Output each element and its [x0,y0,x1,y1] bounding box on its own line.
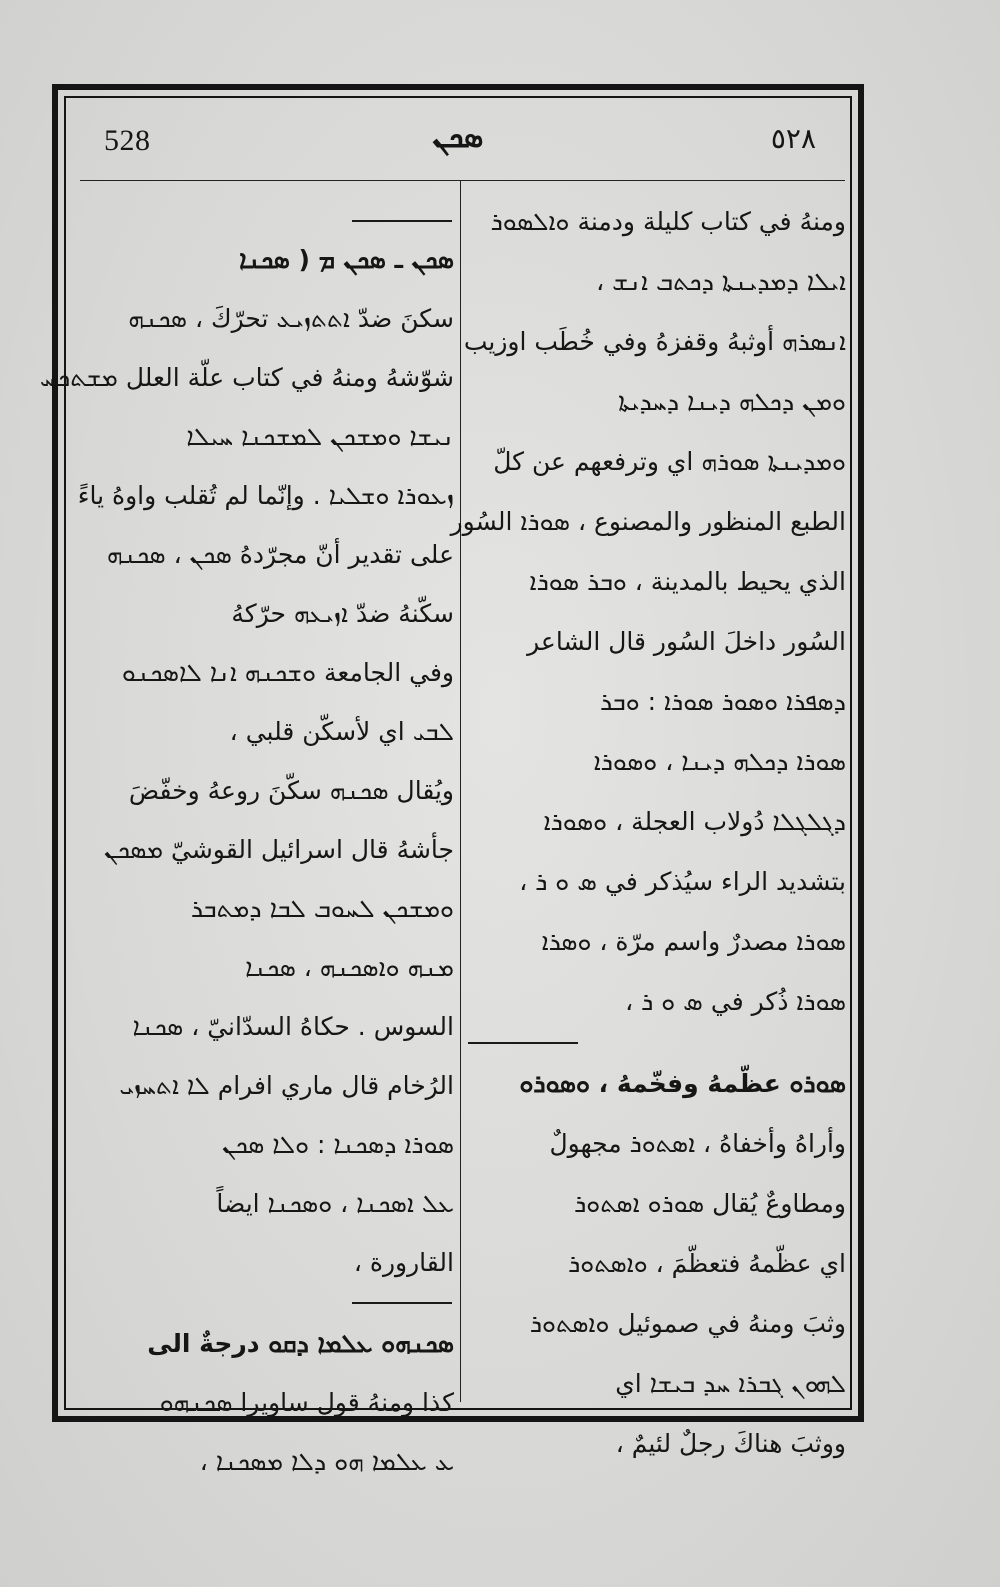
text-line: السُور داخلَ السُور قال الشاعر [527,627,846,656]
entry-headline: ܣܟܢܗܘ ܥܠܡܐ ܕܩܘ درجةٌ الى [147,1329,454,1358]
text-line: ܕܣܦܪܐ ܘܣܘܪ ܣܘܪܐ : ܘܒܪ [599,687,846,716]
entry-headline: ܣܟܢ ـ ܣܟܢ ܡ ( ܣܟܢܐ [239,245,454,274]
text-line: ووثبَ هناكَ رجلٌ لئيمٌ ، [615,1429,846,1458]
header-rule [80,180,845,181]
text-line: سكنَ ضدّ ܐܬܬܙܝܥ تحرّكَ ، ܣܟܢܗ [128,304,454,333]
page-header [66,118,850,178]
text-line: ܣܘܪܐ ܕܟܠܗ ܕܝܢܐ ، ܘܣܘܪܐ [593,747,846,776]
text-line: ܘܡܕܝܢܬܐ ܣܘܪܗ اي وترفعهم عن كلّ [493,447,846,476]
text-line: الطبع المنظور والمصنوع ، ܣܘܪܐ السُور [450,507,846,536]
right-column [450,192,846,1474]
text-line: ܣܘܪܐ مصدرٌ واسم مرّة ، ܘܣܪܐ [541,927,846,956]
text-line: ܘܡܫܟܢ ܠܚܘܒ ܠܒܐ ܕܡܬܒܪ [190,894,454,923]
text-line: ܥܠ ܐܣܟܢܐ ، ܘܣܟܢܐ ايضاً [216,1189,454,1218]
left-column [39,228,454,1491]
text-line: ܢܝܫܐ ܘܡܫܟܢ ܠܡܫܟܢܐ ܚܝܠܐ [186,422,454,451]
text-line: ومنهُ في كتاب كليلة ودمنة ܘܐܠܣܘܪ [490,207,846,236]
text-line: ܕܓܠܓܠܐ دُولاب العجلة ، ܘܣܘܪܐ [543,807,846,836]
text-line: ܡܢܗ ܘܐܣܟܢܗ ، ܣܟܢܐ [245,953,454,982]
text-line: اي عظّمهُ فتعظّمَ ، ܘܐܣܬܘܪ [568,1249,846,1278]
running-head: ܣܟܢ [432,120,484,155]
text-line: القارورة ، [353,1248,454,1277]
text-line: ܠܗܘܢ ܓܒܪܐ ܚܕ ܒܝܫܐ اي [615,1369,846,1398]
text-line: ܙܥܘܪܐ ܘܫܠܝܐ . وإنّما لم تُقلب واوهُ ياءً [77,481,454,510]
text-line: سكّنهُ ضدّ ܐܙܝܥܗ حرّكهُ [231,599,454,628]
text-line: وأراهُ وأخفاهُ ، ܐܣܬܘܪ مجهولٌ [549,1129,846,1158]
column-divider [460,180,461,1402]
text-line: ܣܘܪܐ ܕܣܟܢܐ : ܘܠܐ ܣܟܢ [222,1130,454,1159]
text-line: ܣܘܪܐ ذُكر في ܣ ܘ ܪ ، [625,987,846,1016]
text-line: وثبَ ومنهُ في صموئيل ܘܐܣܬܘܪ [529,1309,846,1338]
text-line: ومطاوعٌ يُقال ܣܘܪܘ ܐܣܬܘܪ [574,1189,846,1218]
page-number-arabic: ٥٢٨ [770,122,816,155]
text-line: ويُقال ܣܟܢܗ سكّنَ روعهُ وخفّضَ [128,776,454,805]
section-separator [352,1302,452,1304]
page-number-latin: 528 [104,124,151,157]
text-line: ܠܒܝ اي لأسكّن قلبي ، [229,717,454,746]
text-line: ܐܝܠܐ ܕܡܕܝܢܬܐ ܕܟܬܒ ܐܢܫ ، [596,267,846,296]
text-line: ܐܢܣܪܗ أوثبهُ وقفزهُ وفي خُطَب اوزيب [463,327,846,356]
text-line: الرُخام قال ماري افرام ܠܐ ܐܬܚܙܝ [119,1071,454,1100]
entry-headline: ܣܘܪܘ عظّمهُ وفخّمهُ ، ܘܣܘܪܘ [519,1069,846,1098]
text-line: بتشديد الراء سيُذكر في ܣ ܘ ܪ ، [519,867,846,896]
text-line: السوس . حكاهُ السدّانيّ ، ܣܟܢܐ [132,1012,454,1041]
text-line: جأشهُ قال اسرائيل القوشيّ ܡܣܟܢ [104,835,454,864]
section-separator [352,220,452,222]
text-line: الذي يحيط بالمدينة ، ܘܒܪ ܣܘܪܐ [529,567,846,596]
text-line: وفي الجامعة ܘܫܟܢܗ ܐܢܐ ܠܐܣܟܢܘ [121,658,454,687]
text-line: ܥ ܥܠܡܐ ܗܘ ܕܠܐ ܡܣܟܢܐ ، [199,1447,454,1476]
text-line: ܘܡܢ ܕܟܠܗ ܕܝܢܐ ܕܚܕܝܬܐ [618,387,846,416]
text-line: شوّشهُ ومنهُ في كتاب علّة العلل ܡܫܬܟܚ [39,363,454,392]
text-line: على تقدير أنّ مجرّدهُ ܣܟܢ ، ܣܟܢܗ [106,540,454,569]
text-line: كذا ومنهُ قول ساويرا ܣܟܢܗܘ [159,1388,454,1417]
section-separator [468,1042,578,1044]
